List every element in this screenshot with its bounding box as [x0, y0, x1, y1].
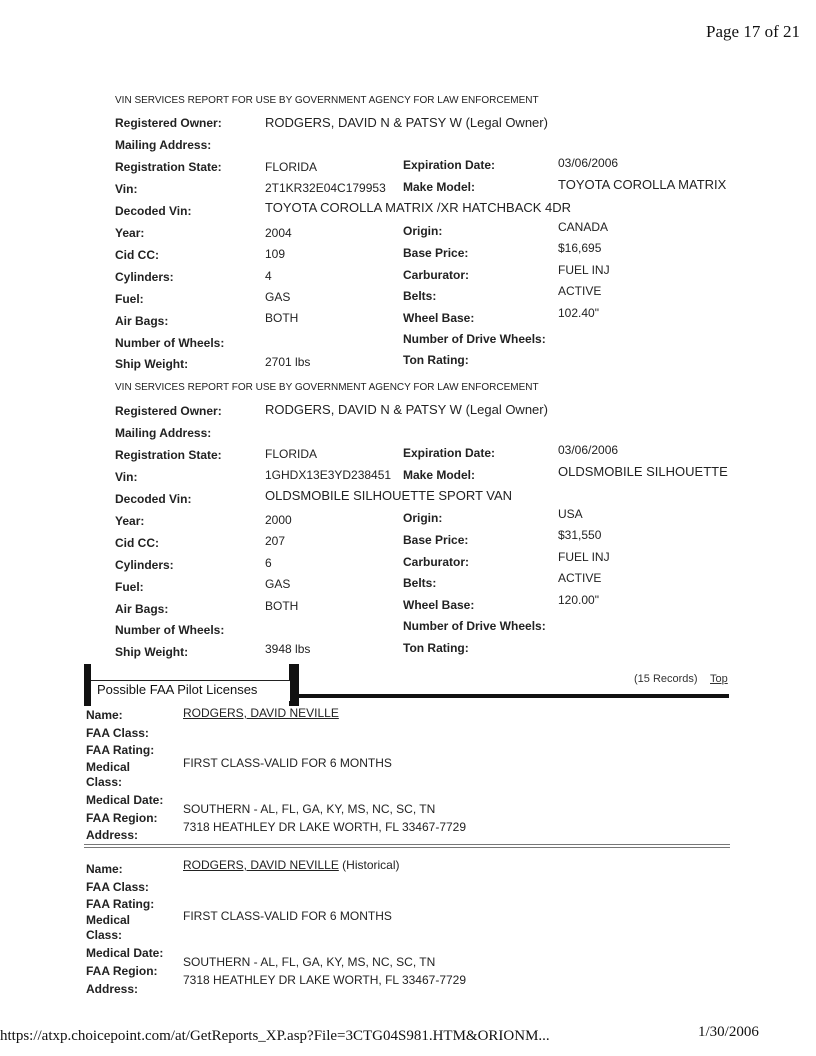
medical-date-label: Medical Date: [86, 793, 164, 807]
expiration-date-label: Expiration Date: [403, 158, 496, 172]
cid-cc-value: 109 [265, 247, 286, 261]
name-label: Name: [86, 708, 123, 722]
belts-label: Belts: [403, 576, 437, 590]
cylinders-label: Cylinders: [115, 558, 174, 572]
ton-rating-label: Ton Rating: [403, 641, 469, 655]
section-marker-right [289, 664, 299, 706]
registered-owner-label: Registered Owner: [115, 404, 222, 418]
vin-value: 2T1KR32E04C179953 [265, 181, 386, 195]
air-bags-label: Air Bags: [115, 602, 169, 616]
expiration-date-label: Expiration Date: [403, 446, 496, 460]
faa-class-label: FAA Class: [86, 880, 149, 894]
origin-label: Origin: [403, 224, 443, 238]
section-marker-left [84, 664, 91, 706]
ship-weight-value: 3948 lbs [265, 642, 311, 656]
ship-weight-value: 2701 lbs [265, 355, 311, 369]
registered-owner-value: RODGERS, DAVID N & PATSY W (Legal Owner) [265, 402, 548, 417]
registration-state-label: Registration State: [115, 448, 222, 462]
year-label: Year: [115, 514, 145, 528]
origin-value: CANADA [558, 220, 609, 234]
pilot-name-link[interactable]: RODGERS, DAVID NEVILLE [183, 706, 339, 720]
registration-state-value: FLORIDA [265, 447, 318, 461]
medical-class-label: Medical [86, 913, 131, 927]
decoded-vin-label: Decoded Vin: [115, 204, 192, 218]
vin-label: Vin: [115, 182, 138, 196]
address-value: 7318 HEATHLEY DR LAKE WORTH, FL 33467-7729 [183, 820, 467, 834]
faa-class-label: FAA Class: [86, 726, 149, 740]
base-price-label: Base Price: [403, 246, 469, 260]
expiration-date-value: 03/06/2006 [558, 156, 619, 170]
number-of-drive-wheels-label: Number of Drive Wheels: [403, 619, 546, 633]
wheel-base-label: Wheel Base: [403, 598, 475, 612]
fuel-label: Fuel: [115, 580, 144, 594]
make-model-label: Make Model: [403, 468, 476, 482]
cylinders-label: Cylinders: [115, 270, 174, 284]
base-price-value: $31,550 [558, 528, 602, 542]
record-divider-2 [84, 847, 730, 848]
name-label: Name: [86, 862, 123, 876]
cylinders-value: 4 [265, 269, 272, 283]
decoded-vin-value: OLDSMOBILE SILHOUETTE SPORT VAN [265, 488, 513, 503]
faa-region-label: FAA Region: [86, 964, 158, 978]
origin-value: USA [558, 507, 583, 521]
belts-label: Belts: [403, 289, 437, 303]
year-value: 2004 [265, 226, 292, 240]
records-count: (15 Records) [634, 673, 698, 685]
fuel-value: GAS [265, 290, 291, 304]
historical-tag: (Historical) [342, 858, 400, 872]
air-bags-value: BOTH [265, 311, 299, 325]
ship-weight-label: Ship Weight: [115, 645, 189, 659]
medical-class-label: Medical [86, 760, 131, 774]
make-model-value: OLDSMOBILE SILHOUETTE [558, 464, 728, 479]
base-price-value: $16,695 [558, 241, 602, 255]
faa-region-label: FAA Region: [86, 811, 158, 825]
cid-cc-label: Cid CC: [115, 248, 159, 262]
registered-owner-value: RODGERS, DAVID N & PATSY W (Legal Owner) [265, 115, 548, 130]
origin-label: Origin: [403, 511, 443, 525]
record-divider [84, 844, 730, 845]
number-of-wheels-label: Number of Wheels: [115, 623, 225, 637]
faa-rating-label: FAA Rating: [86, 897, 155, 911]
faa-rating-label: FAA Rating: [86, 743, 155, 757]
make-model-label: Make Model: [403, 180, 476, 194]
fuel-value: GAS [265, 577, 291, 591]
cid-cc-value: 207 [265, 534, 286, 548]
ship-weight-label: Ship Weight: [115, 357, 189, 371]
fuel-label: Fuel: [115, 292, 144, 306]
section-title: Possible FAA Pilot Licenses [97, 682, 258, 697]
wheel-base-value: 120.00" [558, 593, 599, 607]
section-rule [299, 694, 729, 698]
mailing-address-label: Mailing Address: [115, 426, 212, 440]
footer-date: 1/30/2006 [698, 1024, 759, 1040]
decoded-vin-label: Decoded Vin: [115, 492, 192, 506]
address-label: Address: [86, 982, 139, 996]
year-value: 2000 [265, 513, 292, 527]
page-number: Page 17 of 21 [706, 22, 800, 41]
registration-state-label: Registration State: [115, 160, 222, 174]
belts-value: ACTIVE [558, 571, 602, 585]
wheel-base-value: 102.40" [558, 306, 599, 320]
carburator-label: Carburator: [403, 555, 470, 569]
carburator-label: Carburator: [403, 268, 470, 282]
registered-owner-label: Registered Owner: [115, 116, 222, 130]
faa-region-value: SOUTHERN - AL, FL, GA, KY, MS, NC, SC, TN [183, 955, 436, 969]
address-label: Address: [86, 828, 139, 842]
base-price-label: Base Price: [403, 533, 469, 547]
carburator-value: FUEL INJ [558, 263, 610, 277]
mailing-address-label: Mailing Address: [115, 138, 212, 152]
vin-label: Vin: [115, 470, 138, 484]
registration-state-value: FLORIDA [265, 160, 318, 174]
number-of-drive-wheels-label: Number of Drive Wheels: [403, 332, 546, 346]
medical-class-label-2: Class: [86, 775, 123, 789]
footer-url: https://atxp.choicepoint.com/at/GetReports_XP.asp?File=3CTG04S981.HTM&ORIONM... [0, 1028, 550, 1044]
vin-report-header: VIN SERVICES REPORT FOR USE BY GOVERNMENT AGENCY FOR LAW ENFORCEMENT [115, 382, 539, 393]
cylinders-value: 6 [265, 556, 272, 570]
medical-class-value: FIRST CLASS-VALID FOR 6 MONTHS [183, 909, 392, 923]
decoded-vin-value: TOYOTA COROLLA MATRIX /XR HATCHBACK 4DR [265, 200, 572, 215]
faa-region-value: SOUTHERN - AL, FL, GA, KY, MS, NC, SC, TN [183, 802, 436, 816]
medical-date-label: Medical Date: [86, 946, 164, 960]
ton-rating-label: Ton Rating: [403, 353, 469, 367]
address-value: 7318 HEATHLEY DR LAKE WORTH, FL 33467-7729 [183, 973, 467, 987]
expiration-date-value: 03/06/2006 [558, 443, 619, 457]
vin-report-header: VIN SERVICES REPORT FOR USE BY GOVERNMENT AGENCY FOR LAW ENFORCEMENT [115, 95, 539, 106]
top-link[interactable]: Top [710, 673, 728, 685]
year-label: Year: [115, 226, 145, 240]
number-of-wheels-label: Number of Wheels: [115, 336, 225, 350]
cid-cc-label: Cid CC: [115, 536, 159, 550]
medical-class-value: FIRST CLASS-VALID FOR 6 MONTHS [183, 756, 392, 770]
air-bags-label: Air Bags: [115, 314, 169, 328]
belts-value: ACTIVE [558, 284, 602, 298]
pilot-name-link[interactable]: RODGERS, DAVID NEVILLE [183, 858, 339, 872]
air-bags-value: BOTH [265, 599, 299, 613]
wheel-base-label: Wheel Base: [403, 311, 475, 325]
carburator-value: FUEL INJ [558, 550, 610, 564]
make-model-value: TOYOTA COROLLA MATRIX [558, 177, 727, 192]
medical-class-label-2: Class: [86, 928, 123, 942]
vin-value: 1GHDX13E3YD238451 [265, 468, 392, 482]
